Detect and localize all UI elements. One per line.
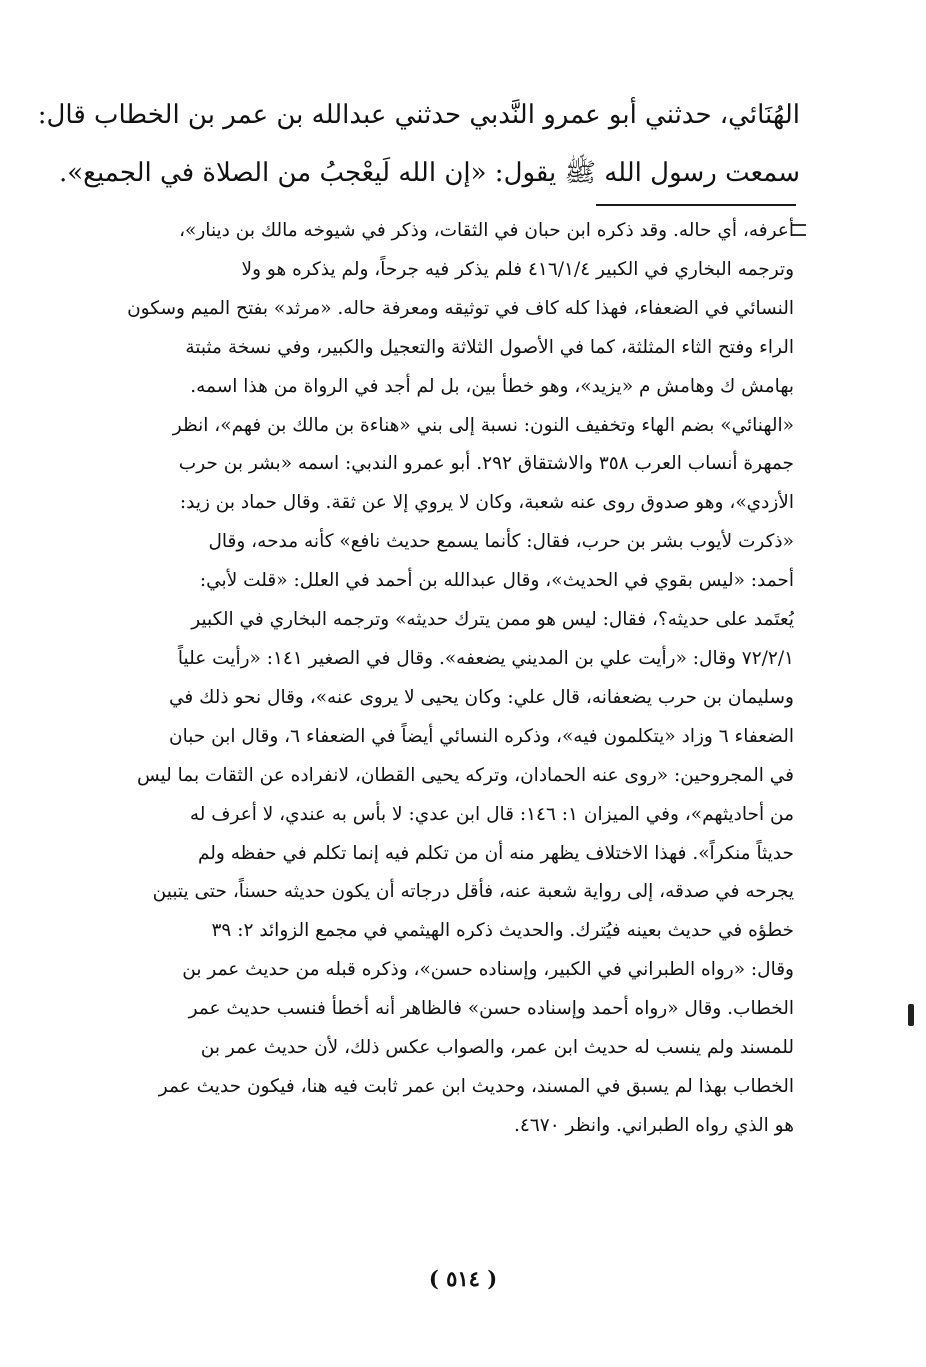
- footnote-line: وترجمه البخاري في الكبير ٤١٦/١/٤ فلم يذكر فيه جرحاً، ولم يذكره هو ولا: [241, 258, 794, 280]
- page-number: ( ٥١٤ ): [428, 1266, 498, 1291]
- footnote-line: الخطاب بهذا لم يسبق في المسند، وحديث ابن عمر ثابت فيه هنا، فيكون حديث عمر: [158, 1075, 794, 1097]
- footnote-line: أحمد: «ليس بقوي في الحديث»، وقال عبدالله بن أحمد في العلل: «قلت لأبي:: [199, 570, 794, 592]
- footnote-line: حديثاً منكراً». فهذا الاختلاف يظهر منه أن من تكلم فيه إنما تكلم في حفظه ولم: [197, 842, 794, 864]
- footnote-line: خطؤه في حديث بعينه فيُترك. والحديث ذكره الهيثمي في مجمع الزوائد ٢: ٣٩: [211, 920, 794, 942]
- footnote-line: «ذكرت لأيوب بشر بن حرب، فقال: كأنما يسمع حديث نافع» كأنه مدحه، وقال: [208, 531, 794, 553]
- main-hadith-text: [37, 86, 800, 202]
- footnote-line: يجرحه في صدقه، إلى رواية شعبة عنه، فأقل درجاته أن يكون حديثه حسناً، حتى يتبين: [152, 881, 794, 903]
- footnote-line: بهامش ك وهامش م «يزيد»، وهو خطأ بين، بل لم أجد في الرواة من هذا اسمه.: [190, 375, 794, 397]
- footnote-line: في المجروحين: «روى عنه الحمادان، وتركه يحيى القطان، لانفراده عن الثقات بما ليس: [136, 764, 794, 786]
- main-text-line-2: سمعت رسول الله ﷺ يقول: «إن الله لَيعْجبُ من الصلاة في الجميع».: [58, 158, 800, 188]
- continuation-marker: [792, 224, 806, 236]
- main-text-line-1: الهُنَائي، حدثني أبو عمرو النَّدبي حدثني عبدالله بن عمر بن الخطاب قال:: [37, 100, 800, 130]
- footnote-line: وقال: «رواه الطبراني في الكبير، وإسناده حسن»، وذكره قبله من حديث عمر بن: [182, 959, 794, 981]
- footnote-line: يُعتَمد على حديثه؟، فقال: ليس هو ممن يترك حديثه» وترجمه البخاري في الكبير: [191, 609, 794, 631]
- footnote-line: هو الذي رواه الطبراني. وانظر ٤٦٧٠.: [514, 1114, 794, 1136]
- footnote-line: النسائي في الضعفاء، فهذا كله كاف في توثيقه ومعرفة حاله. «مرثد» بفتح الميم وسكون: [127, 297, 794, 319]
- footnote-line: الضعفاء ٦ وزاد «يتكلمون فيه»، وذكره النسائي أيضاً في الضعفاء ٦، وقال ابن حبان: [169, 725, 794, 747]
- scan-artifact-mark: [908, 1004, 914, 1026]
- footnote-line: ٧٢/٢/١ وقال: «رأيت علي بن المديني يضعفه». وقال في الصغير ١٤١: «رأيت علياً: [177, 647, 794, 669]
- footnote-line: «الهنائي» بضم الهاء وتخفيف النون: نسبة إلى بني «هناءة بن مالك بن فهم»، انظر: [172, 414, 794, 436]
- footnote-line: جمهرة أنساب العرب ٣٥٨ والاشتقاق ٢٩٢. أبو عمرو الندبي: اسمه «بشر بن حرب: [178, 453, 794, 475]
- footnote-line: الراء وفتح الثاء المثلثة، كما في الأصول الثلاثة والتعجيل والكبير، وفي نسخة مثبتة: [185, 336, 794, 358]
- footnote-line: للمسند ولم ينسب له حديث ابن عمر، والصواب عكس ذلك، لأن حديث عمر بن: [200, 1037, 794, 1059]
- footnote-line: من أحاديثهم»، وفي الميزان ١: ١٤٦: قال ابن عدي: لا بأس به عندي، لا أعرف له: [189, 803, 794, 825]
- footnote-block: [66, 212, 794, 1146]
- footnote-separator-rule: [596, 204, 796, 206]
- footnote-line: الأزدي»، وهو صدوق روى عنه شعبة، وكان لا يروي إلا عن ثقة. وقال حماد بن زيد:: [179, 492, 794, 514]
- footnote-line: أعرفه، أي حاله. وقد ذكره ابن حبان في الثقات، وذكر في شيوخه مالك بن دينار»،: [179, 220, 794, 241]
- footnote-line: وسليمان بن حرب يضعفانه، قال علي: وكان يحيى لا يروى عنه»، وقال نحو ذلك في: [168, 686, 794, 708]
- footnote-line: الخطاب. وقال «رواه أحمد وإسناده حسن» فالظاهر أنه أخطأ فنسب حديث عمر: [188, 998, 794, 1020]
